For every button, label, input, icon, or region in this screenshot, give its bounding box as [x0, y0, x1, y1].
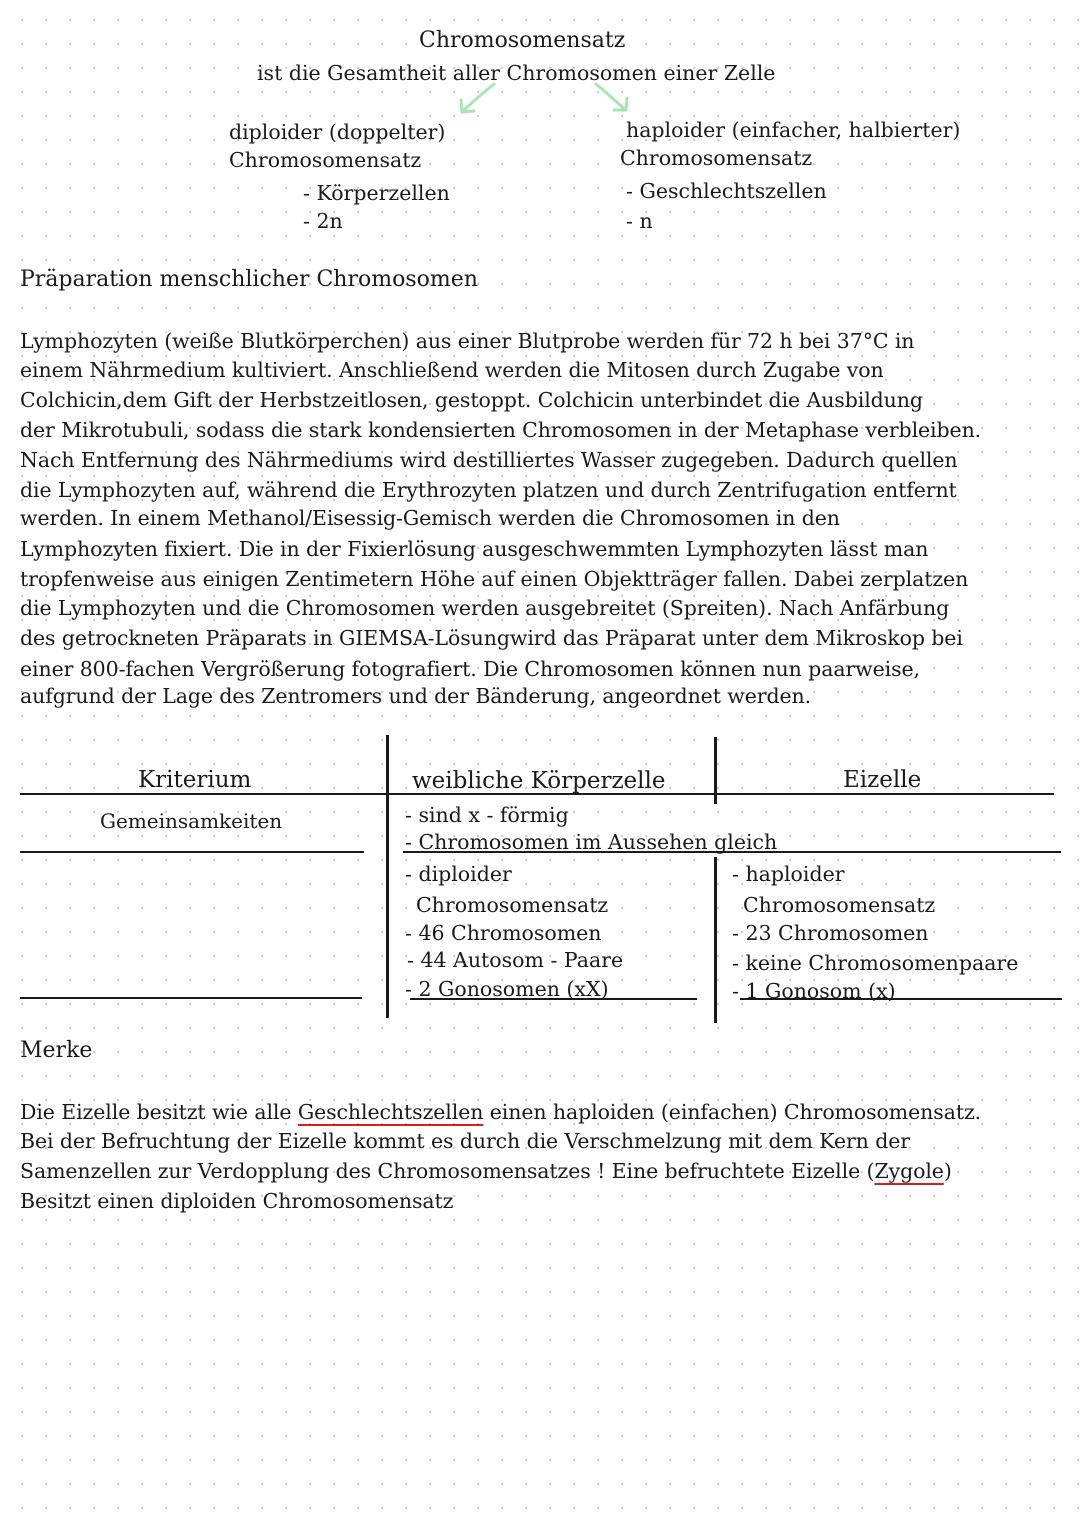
praep-line: des getrockneten Präparats in GIEMSA-Lösungwird das Präparat unter dem Mikroskop bei	[20, 626, 963, 650]
table-row-line	[20, 851, 364, 853]
merke-line-4: Besitzt einen diploiden Chromosomensatz	[20, 1189, 454, 1213]
row-label-gemeinsamkeiten: Gemeinsamkeiten	[100, 809, 283, 833]
praep-heading: Präparation menschlicher Chromosomen	[20, 267, 478, 292]
koerper-item: - diploider	[405, 862, 512, 886]
diploid-item-1: - Körperzellen	[303, 181, 450, 205]
eizelle-item: - keine Chromosomenpaare	[732, 951, 1019, 975]
praep-line: einer 800-fachen Vergrößerung fotografiert. Die Chromosomen können nun paarweise,	[20, 657, 920, 681]
common-item-1: - sind x - förmig	[405, 803, 569, 827]
section-subtitle: ist die Gesamtheit aller Chromosomen einer Zelle	[257, 61, 776, 85]
praep-line: werden. In einem Methanol/Eisessig-Gemisch werden die Chromosomen in den	[20, 506, 840, 530]
merke-line-1	[20, 1100, 981, 1124]
praep-line: Lymphozyten fixiert. Die in der Fixierlösung ausgeschwemmten Lymphozyten lässt man	[20, 537, 929, 561]
praep-line: Lymphozyten (weiße Blutkörperchen) aus einer Blutprobe werden für 72 h bei 37°C in	[20, 329, 915, 353]
merke-text: einen haploiden (einfachen) Chromosomensatz.	[483, 1100, 982, 1124]
common-item-2: - Chromosomen im Aussehen gleich	[405, 830, 778, 854]
koerper-item: - 46 Chromosomen	[405, 921, 602, 945]
haploid-item-2: - n	[626, 209, 653, 233]
diploid-line2: Chromosomensatz	[229, 148, 422, 172]
praep-line: Colchicin,dem Gift der Herbstzeitlosen, gestoppt. Colchicin unterbindet die Ausbildung	[20, 388, 923, 412]
haploid-line2: Chromosomensatz	[620, 146, 813, 170]
table-divider	[714, 857, 717, 1023]
diploid-line1: diploider (doppelter)	[229, 120, 446, 144]
table-header-koerperzelle: weibliche Körperzelle	[412, 768, 666, 794]
highlight-geschlechtszellen: Geschlechtszellen	[297, 1100, 484, 1124]
praep-line: einem Nährmedium kultiviert. Anschließend werden die Mitosen durch Zugabe von	[20, 358, 884, 382]
haploid-item-1: - Geschlechtszellen	[626, 179, 827, 203]
eizelle-item: - 23 Chromosomen	[732, 921, 929, 945]
eizelle-item: Chromosomensatz	[743, 893, 936, 917]
merke-line-2: Bei der Befruchtung der Eizelle kommt es durch die Verschmelzung mit dem Kern der	[20, 1129, 910, 1153]
koerper-item: Chromosomensatz	[416, 893, 609, 917]
table-divider	[386, 735, 389, 1018]
merke-text: Die Eizelle besitzt wie alle	[20, 1100, 298, 1124]
praep-line: tropfenweise aus einigen Zentimetern Höhe auf einen Objektträger fallen. Dabei zerplatzen	[20, 567, 969, 591]
eizelle-item: - 1 Gonosom (x)	[732, 979, 896, 1003]
merke-line-3	[20, 1159, 952, 1183]
koerper-item: - 2 Gonosomen (xX)	[405, 977, 609, 1001]
praep-line: aufgrund der Lage des Zentromers und der Bänderung, angeordnet werden.	[20, 684, 812, 708]
koerper-item: - 44 Autosom - Paare	[407, 948, 624, 972]
praep-line: Nach Entfernung des Nährmediums wird destilliertes Wasser zugegeben. Dadurch quellen	[20, 448, 958, 472]
section-title: Chromosomensatz	[419, 28, 626, 53]
haploid-line1: haploider (einfacher, halbierter)	[626, 118, 961, 142]
praep-line: der Mikrotubuli, sodass die stark kondensierten Chromosomen in der Metaphase verbleiben.	[20, 418, 982, 442]
arrow-right-icon	[590, 80, 640, 120]
merke-text: Samenzellen zur Verdopplung des Chromosomensatzes ! Eine befruchtete Eizelle (	[20, 1159, 875, 1183]
table-header-kriterium: Kriterium	[138, 767, 252, 793]
arrow-left-icon	[452, 80, 502, 120]
table-header-eizelle: Eizelle	[843, 767, 922, 793]
merke-heading: Merke	[20, 1038, 93, 1063]
highlight-zygole: Zygole	[874, 1159, 944, 1183]
diploid-item-2: - 2n	[303, 209, 343, 233]
merke-text: )	[943, 1159, 952, 1183]
praep-line: die Lymphozyten und die Chromosomen werden ausgebreitet (Spreiten). Nach Anfärbung	[20, 596, 950, 620]
praep-line: die Lymphozyten auf, während die Erythrozyten platzen und durch Zentrifugation entfernt	[20, 478, 957, 502]
eizelle-item: - haploider	[732, 862, 845, 886]
table-bottom-line	[20, 997, 362, 999]
